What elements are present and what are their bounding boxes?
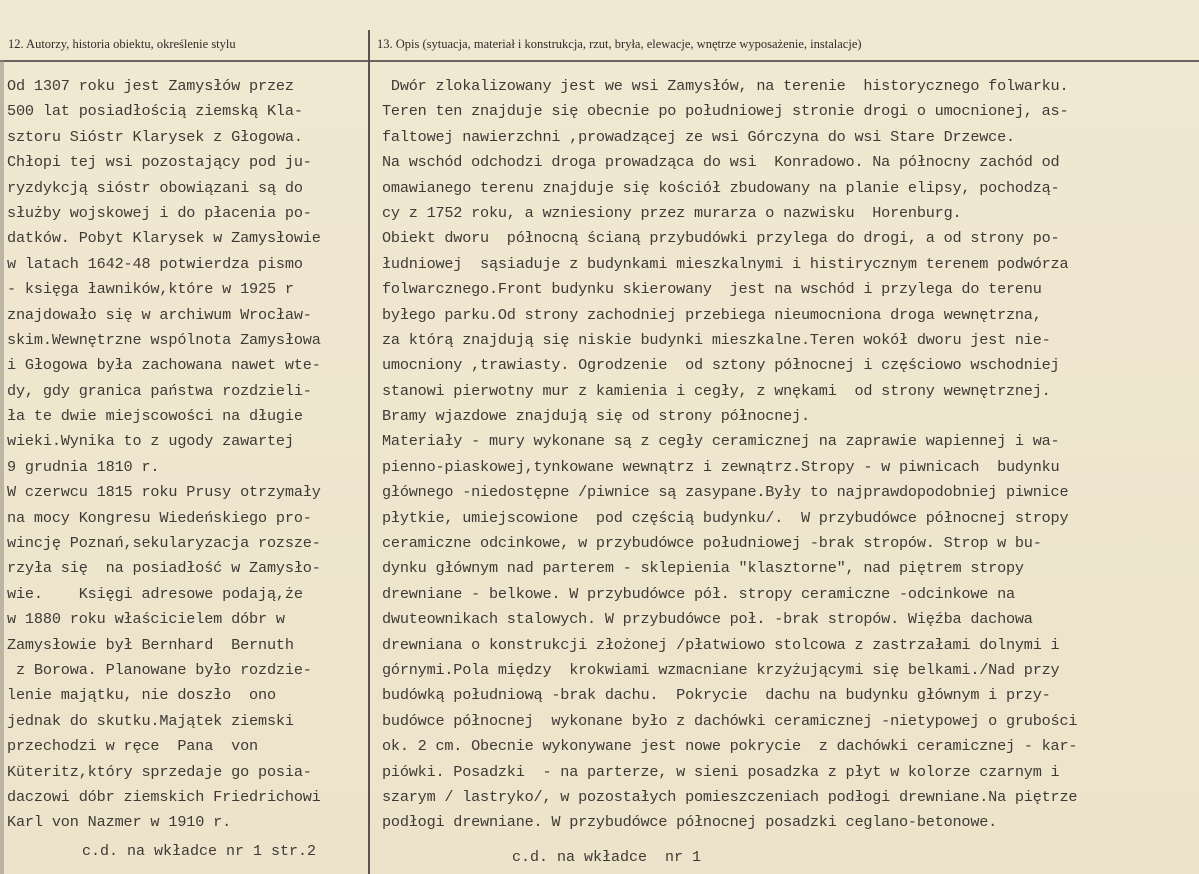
left-margin-edge [0,60,4,874]
text-line: lenie majątku, nie doszło ono [7,686,276,705]
text-line: służby wojskowej i do płacenia po- [7,203,312,222]
text-line: W czerwcu 1815 roku Prusy otrzymały [7,483,321,502]
text-line: cy z 1752 roku, a wzniesiony przez murarza o nazwisku Horenburg. [382,203,962,222]
text-line: drewniane - belkowe. W przybudówce pół. stropy ceramiczne -odcinkowe na [382,584,1015,603]
text-line: Od 1307 roku jest Zamysłów przez [7,77,294,95]
text-line: ok. 2 cm. Obecnie wykonywane jest nowe pokrycie z dachówki ceramicznej - kar- [382,737,1078,756]
text-line: dynku głównym nad parterem - sklepienia "klasztorne", nad piętrem stropy [382,559,1024,578]
text-line: Chłopi tej wsi pozostający pod ju- [7,153,312,172]
text-line: i Głogowa była zachowana nawet wte- [7,356,321,375]
text-line: umocniony ,trawiasty. Ogrodzenie od sztony północnej i częściowo wschodniej [382,356,1060,375]
text-line: w 1880 roku właścicielem dóbr w [7,610,285,629]
text-line: znajdowało się w archiwum Wrocław- [7,305,312,324]
text-line: płytkie, umiejscowione pod częścią budynku/. W przybudówce północnej stropy [382,508,1069,527]
text-line: datków. Pobyt Klarysek w Zamysłowie [7,229,321,248]
text-line: podłogi drewniane. W przybudówce północnej posadzki ceglano-betonowe. [382,813,998,832]
text-line: Zamysłowie był Bernhard Bernuth [7,635,294,654]
text-line: ceramiczne odcinkowe, w przybudówce południowej -brak stropów. Strop w bu- [382,534,1042,553]
text-line: Dwór zlokalizowany jest we wsi Zamysłów, na terenie historycznego folwarku. [382,77,1069,95]
text-line: Teren ten znajduje się obecnie po południowej stronie drogi o umocnionej, as- [382,102,1069,121]
text-line: piówki. Posadzki - na parterze, w sieni posadzka z płyt w kolorze czarnym i [382,762,1060,781]
text-line: faltowej nawierzchni ,prowadzącej ze wsi Górczyna do wsi Stare Drzewce. [382,127,1015,146]
text-line: budówką południową -brak dachu. Pokrycie dachu na budynku głównym i przy- [382,686,1051,705]
text-line: drewniana o konstrukcji złożonej /płatwiowo stolcowa z zastrzałami dolnymi i [382,635,1060,654]
text-line: - księga ławników,które w 1925 r [7,280,294,299]
text-line: omawianego terenu znajduje się kościół zbudowany na planie elipsy, pochodzą- [382,178,1060,197]
text-line: w latach 1642-48 potwierdza pismo [7,254,303,273]
text-line: górnymi.Pola między krokwiami wzmacniane krzyżującymi się belkami./Nad przy [382,660,1060,679]
text-line: Obiekt dworu północną ścianą przybudówki przylega do drogi, a od strony po- [382,229,1060,248]
text-line: Na wschód odchodzi droga prowadząca do wsi Konradowo. Na północny zachód od [382,153,1060,172]
column-divider [368,30,370,874]
text-line: rzyła się na posiadłość w Zamysło- [7,559,321,578]
text-line: wincję Poznań,sekularyzacja rozsze- [7,534,321,553]
text-line: szarym / lastryko/, w pozostałych pomieszczeniach podłogi drewniane.Na piętrze [382,787,1078,806]
text-line: byłego parku.Od strony zachodniej przebiega nieumocniona droga wewnętrzna, [382,305,1042,324]
section-12-heading: 12. Autorzy, historia obiektu, określenie stylu [8,37,236,51]
text-line: wie. Księgi adresowe podają,że [7,584,303,603]
text-line: jednak do skutku.Majątek ziemski [7,711,294,730]
text-line: z Borowa. Planowane było rozdzie- [7,660,312,679]
text-line: sztoru Sióstr Klarysek z Głogowa. [7,127,303,146]
text-line: stanowi pierwotny mur z kamienia i cegły, z wnękami od strony wewnętrznej. [382,381,1051,400]
text-line: Materiały - mury wykonane są z cegły ceramicznej na zaprawie wapiennej i wa- [382,432,1060,451]
text-line: ryzdykcją sióstr obowiązani są do [7,178,303,197]
text-line: Karl von Nazmer w 1910 r. [7,813,232,832]
text-line: pienno-piaskowej,tynkowane wewnątrz i zewnątrz.Stropy - w piwnicach budynku [382,457,1060,476]
text-line: dwuteownikach stalowych. W przybudówce poł. -brak stropów. Więźba dachowa [382,610,1033,629]
text-line: Küteritz,który sprzedaje go posia- [7,762,312,781]
text-line: za którą znajdują się niskie budynki mieszkalne.Teren wokół dworu jest nie- [382,330,1051,349]
header-divider [0,60,1199,62]
text-line: folwarcznego.Front budynku skierowany jest na wschód i przylega do terenu [382,280,1042,299]
text-line: Bramy wjazdowe znajdują się od strony północnej. [382,407,810,426]
text-line: głównego -niedostępne /piwnice są zasypane.Były to najprawdopodobniej piwnice [382,483,1069,502]
text-line: wieki.Wynika to z ugody zawartej [7,432,294,451]
left-continuation-note: c.d. na wkładce nr 1 str.2 [82,843,317,860]
history-text-column [7,74,365,836]
description-text-column [382,74,1197,836]
section-13-heading: 13. Opis (sytuacja, materiał i konstrukcja, rzut, bryła, elewacje, wnętrze wyposażenie, instalacje) [377,37,862,51]
text-line: 9 grudnia 1810 r. [7,457,160,476]
text-line: dy, gdy granica państwa rozdzieli- [7,381,312,400]
text-line: ła te dwie miejscowości na długie [7,407,303,426]
text-line: przechodzi w ręce Pana von [7,737,258,756]
text-line: na mocy Kongresu Wiedeńskiego pro- [7,508,312,527]
right-continuation-note: c.d. na wkładce nr 1 [512,849,702,866]
text-line: 500 lat posiadłością ziemską Kla- [7,102,303,121]
text-line: skim.Wewnętrzne wspólnota Zamysłowa [7,330,321,349]
text-line: łudniowej sąsiaduje z budynkami mieszkalnymi i histirycznym terenem podwórza [382,254,1069,273]
text-line: budówce północnej wykonane było z dachówki ceramicznej -nietypowej o grubości [382,711,1078,730]
text-line: daczowi dóbr ziemskich Friedrichowi [7,787,321,806]
